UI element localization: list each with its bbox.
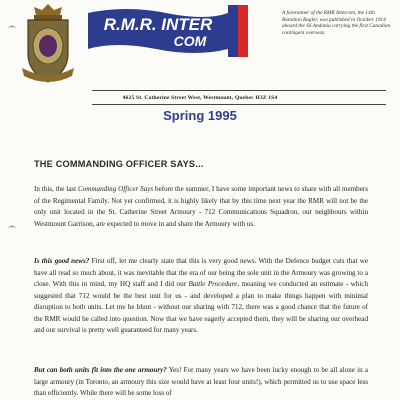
article-heading: THE COMMANDING OFFICER SAYS... <box>34 159 204 169</box>
address-line: 4625 St. Catherine Street West, Westmount, Quebec H3Z 1S4 <box>122 95 278 101</box>
issue-season: Spring 1995 <box>163 108 237 123</box>
header-divider <box>92 90 386 91</box>
masthead-title-line1: R.M.R. INTER <box>103 15 213 34</box>
regimental-badge-icon <box>16 2 80 86</box>
masthead-blurb: A forerunner of the RMR Intercom, the 14th Battalion Bugler, was published in October 1914 aboard the SS Andania carrying the first Canadian contingent overseas. <box>282 10 391 36</box>
article-paragraph: In this, the last Commanding Officer Says before the summer, I have some important news to share with all members of the Regimental Family. Not yet confirmed, it is highly likely that by this time next year the RMR will not be the only unit located in the St. Catherine Street Armoury - 712 Communications Squadron, our neighbours within Westmount Garrison, are expected to move in and share the Armoury with us. <box>34 185 368 228</box>
article-paragraph: But can both units fit into the one armoury? Yes! For many years we have been lucky enough to be all alone in a large armoury (in Toronto, an armoury this size would have at least four units!), which permitted us to use space less than efficiently. While there will be some loss of <box>34 366 368 397</box>
article-paragraph: Is this good news? First off, let me clearly state that this is very good news. With the Defence budget cuts that we have all read so much about, it was inevitable that the era of our being the sole unit in the Armoury was growing to a close. With this in mind, my HQ staff and I did our Battle Procedure, meaning we conducted an estimate - which suggested that 712 would be the best unit for us - and developed a plan to make things happen with minimal disruption to both units. Let me be blunt - without our sharing with 712, there was a good chance that the future of the RMR would be called into question. Now that we have eagerly accepted them, they will be sharing our overhead and our survival is pretty well guaranteed for many years. <box>34 257 368 334</box>
masthead-title-line2: COM <box>173 33 207 49</box>
punch-hole-icon <box>7 224 17 232</box>
address-divider <box>92 104 386 105</box>
masthead-flag <box>86 5 274 57</box>
punch-hole-icon <box>7 24 17 32</box>
